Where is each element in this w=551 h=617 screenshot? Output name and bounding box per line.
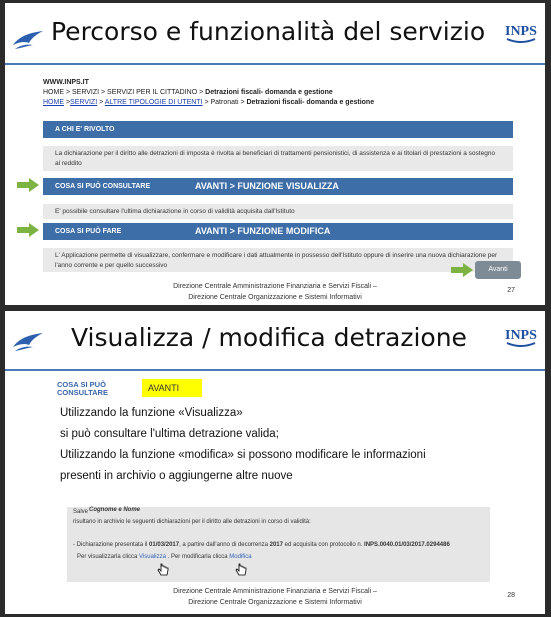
section-action: AVANTI > FUNZIONE MODIFICA bbox=[195, 226, 331, 236]
shot-protocol: INPS.0040.01/03/2017.0294486 bbox=[364, 542, 450, 548]
svg-text:INPS: INPS bbox=[505, 328, 537, 343]
body-line: si può consultare l'ultima detrazione valida; bbox=[60, 428, 279, 440]
embedded-screenshot bbox=[67, 507, 490, 582]
slide-footer bbox=[5, 281, 545, 303]
shot-salve: Salve bbox=[73, 509, 89, 515]
shot-date: 01/03/2017 bbox=[149, 542, 180, 548]
breadcrumb-1-current: Detrazioni fiscali- domanda e gestione bbox=[205, 89, 333, 96]
shot-actions bbox=[77, 554, 252, 560]
breadcrumb-2-current: Detrazioni fiscali- domanda e gestione bbox=[246, 99, 375, 106]
section-panel-fare: L' Applicazione permette di visualizzare, confermare e modificare i dati attualmente in possesso dell'Istituto oppure di inserire una nuova dichiarazione per l'anno corrente e per quello successivo bbox=[43, 248, 513, 272]
avanti-label: AVANTI bbox=[142, 379, 202, 397]
green-arrow-icon bbox=[451, 263, 473, 277]
breadcrumb-altre-link[interactable]: ALTRE TIPOLOGIE DI UTENTI bbox=[104, 99, 203, 106]
bird-logo-icon bbox=[11, 329, 45, 357]
page-number: 27 bbox=[507, 287, 515, 294]
green-arrow-icon bbox=[17, 223, 39, 237]
breadcrumb-rest: > Patronati > bbox=[202, 99, 247, 106]
shot-text: , a partire dall'anno di decorrenza bbox=[179, 542, 270, 548]
inps-logo-icon bbox=[503, 15, 539, 49]
body-line: Utilizzando la funzione «modifica» si possono modificare le informazioni bbox=[60, 449, 426, 461]
visualizza-link[interactable]: Visualizza bbox=[139, 554, 166, 560]
body-line: Utilizzando la funzione «Visualizza» bbox=[60, 407, 243, 419]
breadcrumb-sep: > bbox=[64, 99, 71, 106]
section-bar-a-chi bbox=[43, 121, 513, 138]
svg-text:INPS: INPS bbox=[505, 24, 537, 39]
shot-declaration bbox=[73, 542, 450, 548]
section-panel-a-chi: La dichiarazione per il diritto alle detrazioni di imposta è rivolta ai beneficiari di trattamenti pensionistici, di assistenza e ai titolari di prestazioni a sostegno al reddito bbox=[43, 146, 513, 171]
shot-year: 2017 bbox=[269, 542, 283, 548]
footer-line: Direzione Centrale Organizzazione e Sistemi Informativi bbox=[188, 294, 362, 301]
section-action: AVANTI > FUNZIONE VISUALIZZA bbox=[195, 181, 339, 191]
inps-logo-icon bbox=[503, 319, 539, 353]
modifica-link[interactable]: Modifica bbox=[229, 554, 252, 560]
slide-28 bbox=[5, 311, 545, 614]
breadcrumb-sep: > bbox=[97, 99, 105, 106]
slide-footer bbox=[5, 586, 545, 608]
body-line: presenti in archivio o aggiungerne altre nuove bbox=[60, 470, 293, 482]
section-label: COSA SI PUÒ CONSULTARE bbox=[55, 183, 151, 190]
section-bar-fare[interactable] bbox=[43, 223, 513, 240]
page-title: Visualizza / modifica detrazione bbox=[71, 323, 467, 352]
avanti-button[interactable]: Avanti bbox=[475, 261, 521, 279]
section-label: A CHI E' RIVOLTO bbox=[55, 126, 115, 133]
title-divider bbox=[5, 63, 545, 65]
hand-cursor-icon bbox=[235, 563, 247, 577]
footer-line: Direzione Centrale Organizzazione e Sistemi Informativi bbox=[188, 599, 362, 606]
shot-name: Cognome e Nome bbox=[89, 507, 141, 513]
cosa-line: CONSULTARE bbox=[57, 388, 108, 397]
slide-27 bbox=[5, 3, 545, 305]
breadcrumb-2 bbox=[43, 99, 374, 106]
shot-line: risultano in archivio le seguenti dichiarazioni per il diritto alle detrazioni in corso di validità: bbox=[73, 519, 311, 525]
bird-logo-icon bbox=[11, 27, 45, 55]
footer-line: Direzione Centrale Amministrazione Finanziaria e Servizi Fiscali – bbox=[173, 588, 377, 595]
cosa-consultare-label bbox=[57, 381, 108, 397]
section-label: COSA SI PUÒ FARE bbox=[55, 228, 122, 235]
breadcrumb-1 bbox=[43, 89, 333, 96]
breadcrumb-servizi-link[interactable]: SERVIZI bbox=[70, 99, 98, 106]
shot-text: ed acquisita con protocollo n. bbox=[282, 542, 365, 548]
page-number: 28 bbox=[507, 592, 515, 599]
hand-cursor-icon bbox=[157, 563, 169, 577]
breadcrumb-1-path: HOME > SERVIZI > SERVIZI PER IL CITTADINO > bbox=[43, 89, 206, 96]
title-divider bbox=[5, 369, 545, 371]
green-arrow-icon bbox=[17, 178, 39, 192]
shot-text: Per visualizzarla clicca bbox=[77, 554, 140, 560]
site-url: WWW.INPS.IT bbox=[43, 79, 89, 86]
page-title: Percorso e funzionalità del servizio bbox=[51, 17, 486, 46]
breadcrumb-home-link[interactable]: HOME bbox=[43, 99, 64, 106]
section-bar-consultare[interactable] bbox=[43, 178, 513, 195]
shot-text: . Per modificarla clicca bbox=[165, 554, 230, 560]
shot-text: - Dichiarazione presentata il bbox=[73, 542, 150, 548]
section-panel-consultare: E' possibile consultare l'ultima dichiarazione in corso di validità acquisita dall'Istituto bbox=[43, 204, 513, 219]
footer-line: Direzione Centrale Amministrazione Finanziaria e Servizi Fiscali – bbox=[173, 283, 377, 290]
cosa-line: COSA SI PUÒ bbox=[57, 380, 106, 389]
